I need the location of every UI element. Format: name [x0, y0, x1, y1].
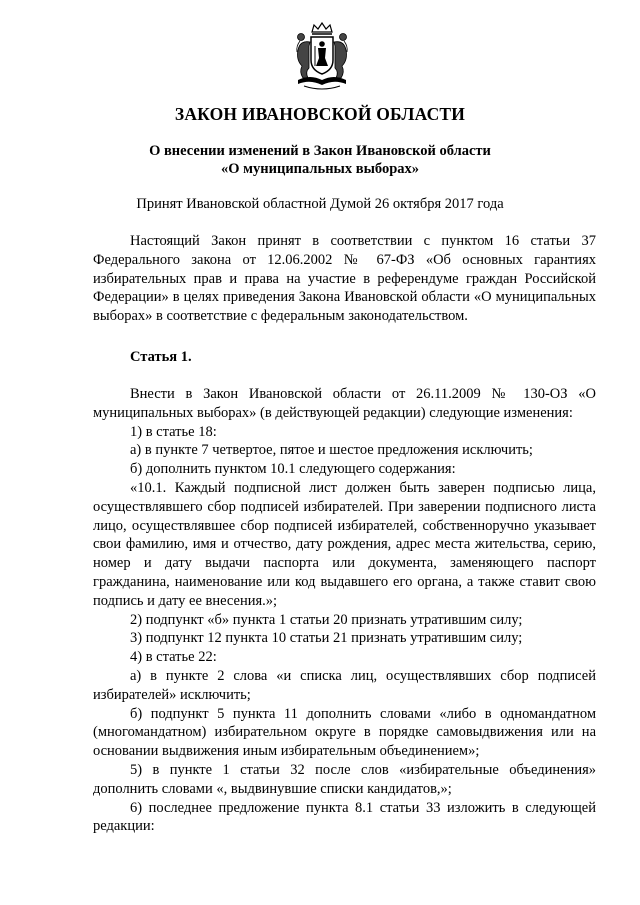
article-paragraph: 3) подпункт 12 пункта 10 статьи 21 признать утратившим силу; — [130, 630, 523, 647]
article-body — [93, 385, 596, 836]
article-heading: Статья 1. — [130, 349, 192, 365]
article-paragraph: 5) в пункте 1 статьи 32 после слов «избирательные объединения» дополнить словами «, выдвинувшие списки кандидатов,»; — [93, 761, 596, 797]
article-paragraph: б) подпункт 5 пункта 11 дополнить словами «либо в одномандатном (многомандатном) избирательном округе в порядке самовыдвижения или на основании выдвижения иным избирательным объединением»; — [93, 705, 596, 760]
article-paragraph: 6) последнее предложение пункта 8.1 статьи 33 изложить в следующей редакции: — [93, 799, 596, 835]
article-paragraph: 1) в статье 18: — [130, 423, 217, 440]
article-paragraph: а) в пункте 2 слова «и списка лиц, осуществлявших сбор подписей избирателей» исключить; — [93, 667, 596, 703]
article-paragraph: Внести в Закон Ивановской области от 26.11.2009 № 130-ОЗ «О муниципальных выборах» (в действующей редакции) следующие изменения: — [93, 386, 596, 421]
article-paragraph: «10.1. Каждый подписной лист должен быть заверен подписью лица, осуществлявшего сбор подписей избирателей. При заверении подписного листа лицо, осуществлявшее сбор подписей избирателей, собственноручно указывает свои фамилию, имя и отчество, дату рождения, адрес места жительства, серию, номер и дату выдачи паспорта или документа, заменяющего паспорт гражданина, наименование или код выдавшего его органа, а также ставит свою подпись и дату ее внесения.»; — [93, 479, 596, 609]
article-paragraph: а) в пункте 7 четвертое, пятое и шестое предложения исключить; — [130, 442, 533, 459]
article-paragraph: 2) подпункт «б» пункта 1 статьи 20 признать утратившим силу; — [130, 611, 523, 628]
document-title: ЗАКОН ИВАНОВСКОЙ ОБЛАСТИ — [174, 104, 466, 124]
document-subtitle — [0, 142, 640, 178]
coat-of-arms-icon — [290, 22, 354, 92]
subtitle-line-2: «О муниципальных выборах» — [220, 161, 420, 177]
article-paragraph: б) дополнить пунктом 10.1 следующего содержания: — [130, 461, 456, 478]
adoption-statement: Принят Ивановской областной Думой 26 октября 2017 года — [136, 196, 504, 212]
article-paragraph: 4) в статье 22: — [130, 649, 217, 666]
subtitle-line-1: О внесении изменений в Закон Ивановской области — [149, 143, 491, 159]
intro-paragraph: Настоящий Закон принят в соответствии с пунктом 16 статьи 37 Федерального закона от 12.06.2002 № 67-ФЗ «Об основных гарантиях избирательных прав и права на участие в референдуме граждан Российской Федерации» в целях приведения Закона Ивановской области «О муниципальных выборах» в соответствие с федеральным законодательством. — [93, 233, 596, 325]
